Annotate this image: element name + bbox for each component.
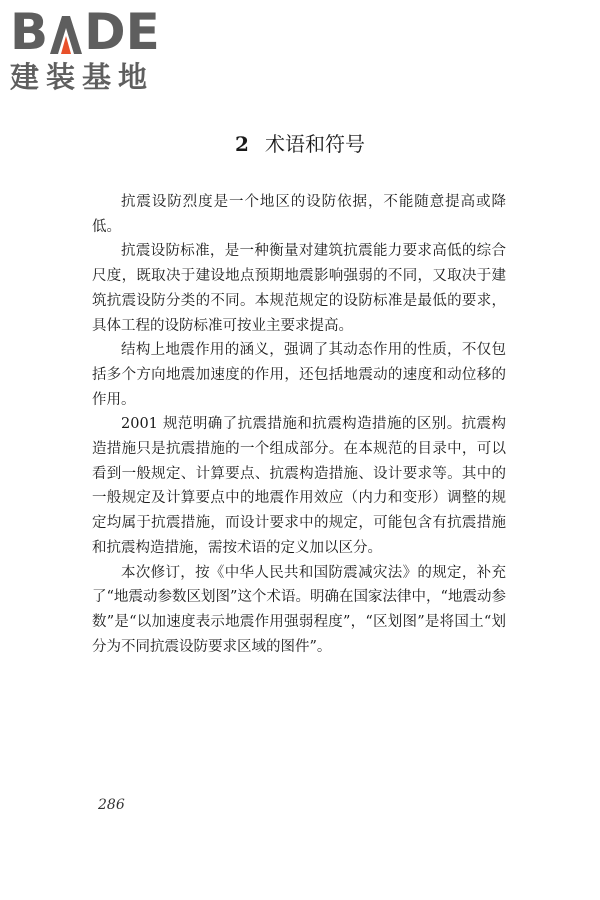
logo-a-glyph xyxy=(48,16,84,54)
logo-letter-a xyxy=(48,6,84,58)
paragraph: 抗震设防标准，是一种衡量对建筑抗震能力要求高低的综合尺度，既取决于建设地点预期地震影响强弱的不同，又取决于建筑抗震设防分类的不同。本规范规定的设防标准是最低的要求，具体工程的设防标准可按业主要求提高。 xyxy=(92,243,506,334)
logo xyxy=(10,3,180,94)
paragraph: 抗震设防烈度是一个地区的设防依据，不能随意提高或降低。 xyxy=(92,194,506,235)
paragraph: 本次修订，按《中华人民共和国防震减灾法》的规定，补充了“地震动参数区划图”这个术语。明确在国家法律中，“地震动参数”是“以加速度表示地震作用强弱程度”，“区划图”是将国土“划分为不同抗震设防要求区域的图件”。 xyxy=(92,564,506,655)
logo-letters-de: DE xyxy=(84,3,160,61)
logo-wordmark xyxy=(10,3,180,61)
logo-subtitle: 建装基地 xyxy=(10,60,155,94)
chapter-number: 2 xyxy=(235,132,249,156)
paragraph: 2001 规范明确了抗震措施和抗震构造措施的区别。抗震构造措施只是抗震措施的一个组成部分。在本规范的目录中，可以看到一般规定、计算要点、抗震构造措施、设计要求等。其中的一般规定及计算要点中的地震作用效应（内力和变形）调整的规定均属于抗震措施，而设计要求中的规定，可能包含有抗震措施和抗震构造措施，需按术语的定义加以区分。 xyxy=(92,416,506,556)
body-text xyxy=(92,190,506,659)
page-title xyxy=(0,130,600,158)
paragraph: 结构上地震作用的涵义，强调了其动态作用的性质，不仅包括多个方向地震加速度的作用，还包括地震动的速度和动位移的作用。 xyxy=(92,342,506,408)
logo-letter-b: B xyxy=(10,3,49,61)
page-number: 286 xyxy=(98,797,125,813)
chapter-title: 术语和符号 xyxy=(264,132,365,156)
